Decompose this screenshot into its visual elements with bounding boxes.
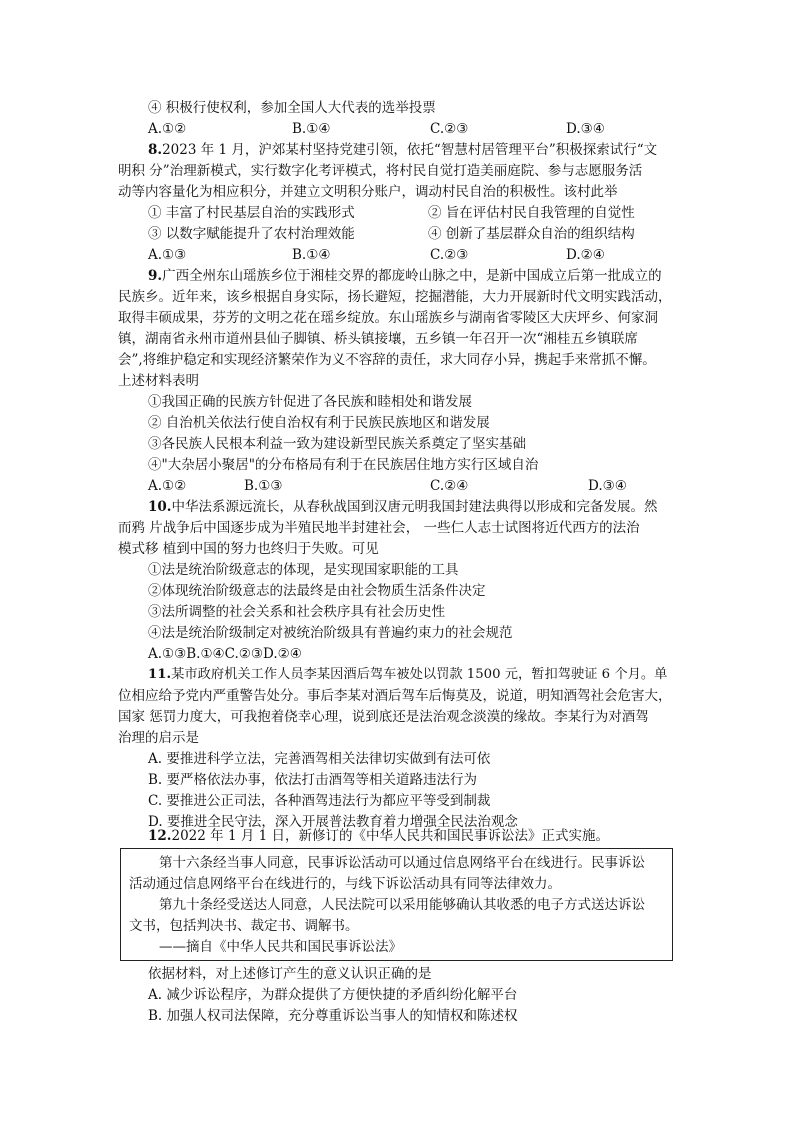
q10-stem-line-1: 10.中华法系源远流长，从春秋战国到汉唐元明我国封建法典得以形成和完备发展。然 bbox=[148, 499, 658, 515]
q9-stem-line-6: 上述材料表明 bbox=[118, 373, 199, 389]
q12-quote-line-2: 活动通过信息网络平台在线进行的，与线下诉讼活动具有同等法律效力。 bbox=[129, 876, 561, 892]
q12-quote-line-1: 第十六条经当事人同意，民事诉讼活动可以通过信息网络平台在线进行。民事诉讼 bbox=[159, 855, 645, 871]
q7-option-c: C.②③ bbox=[430, 121, 469, 137]
q8-option-d: D.②④ bbox=[566, 247, 605, 263]
q8-option-b: B.①④ bbox=[292, 247, 331, 263]
q10-item-3: ③法所调整的社会关系和社会秩序具有社会历史性 bbox=[148, 604, 445, 620]
q11-option-c: C. 要推进公正司法，各种酒驾违法行为都应平等受到制裁 bbox=[148, 793, 491, 809]
q10-stem-line-2: 而鸦 片战争后中国逐步成为半殖民地半封建社会， 一些仁人志士试图将近代西方的法治 bbox=[118, 520, 640, 536]
q12-stem-line-1: 12.2022 年 1 月 1 日，新修订的《中华人民共和国民事诉讼法》正式实施。 bbox=[148, 828, 609, 844]
q10-item-4: ④法是统治阶级制定对被统治阶级具有普遍约束力的社会规范 bbox=[148, 625, 513, 641]
q12-quote-source: ——摘自《中华人民共和国民事诉讼法》 bbox=[159, 939, 402, 955]
q9-item-3: ③各民族人民根本利益一致为建设新型民族关系奠定了坚实基础 bbox=[148, 436, 526, 452]
q12-quote-box bbox=[120, 848, 673, 961]
q8-number: 8. bbox=[148, 142, 163, 158]
q10-options: A.①③B.①④C.②③D.②④ bbox=[148, 646, 302, 662]
q12-quote-line-3: 第九十条经受送达人同意，人民法院可以采用能够确认其收悉的电子方式送达诉讼 bbox=[159, 897, 645, 913]
q11-number: 11. bbox=[148, 667, 172, 682]
q12-number: 12. bbox=[148, 828, 172, 844]
q9-option-a: A.①② bbox=[148, 478, 187, 494]
q9-option-b: B.①③ bbox=[244, 478, 283, 494]
q9-item-1: ①我国正确的民族方针促进了各民族和睦相处和谐发展 bbox=[148, 394, 472, 410]
q8-option-c: C.②③ bbox=[430, 247, 469, 263]
q8-item-4: ④ 创新了基层群众自治的组织结构 bbox=[428, 226, 635, 242]
q12-ask: 依据材料，对上述修订产生的意义认识正确的是 bbox=[148, 966, 432, 982]
q12-option-a: A. 减少诉讼程序，为群众提供了方便快捷的矛盾纠纷化解平台 bbox=[148, 987, 518, 1003]
q8-stem-line-1: 8.2023 年 1 月，沪郊某村坚持党建引领，依托“智慧村居管理平台”积极探索试行“文 bbox=[148, 142, 658, 158]
q7-option-b: B.①④ bbox=[292, 121, 331, 137]
q7-option-d: D.③④ bbox=[566, 121, 605, 137]
q7-item-4: ④ 积极行使权利，参加全国人大代表的选举投票 bbox=[148, 100, 436, 116]
q8-item-3: ③ 以数字赋能提升了农村治理效能 bbox=[148, 226, 355, 242]
q11-stem-line-3: 国家 惩罚力度大，可我抱着侥幸心理，说到底还是法治观念淡漠的缘故。李某行为对酒驾 bbox=[118, 709, 649, 725]
q11-option-d: D. 要推进全民守法，深入开展普法教育着力增强全民法治观念 bbox=[148, 814, 518, 830]
q12-option-b: B. 加强人权司法保障，充分尊重诉讼当事人的知情权和陈述权 bbox=[148, 1008, 518, 1024]
q7-option-a: A.①② bbox=[148, 121, 187, 137]
q9-option-d: D.③④ bbox=[588, 478, 627, 494]
q9-option-c: C.②④ bbox=[430, 478, 469, 494]
q10-stem-line-3: 模式移 植到中国的努力也终归于失败。可见 bbox=[118, 541, 379, 557]
q11-option-a: A. 要推进科学立法，完善酒驾相关法律切实做到有法可依 bbox=[148, 751, 491, 767]
q8-item-2: ② 旨在评估村民自我管理的自觉性 bbox=[428, 205, 635, 221]
q9-stem-line-1: 9.广西全州东山瑶族乡位于湘桂交界的都庞岭山脉之中，是新中国成立后第一批成立的 bbox=[148, 268, 662, 284]
q10-item-1: ①法是统治阶级意志的体现，是实现国家职能的工具 bbox=[148, 562, 459, 578]
q9-item-2: ② 自治机关依法行使自治权有利于民族民族地区和谐发展 bbox=[148, 415, 490, 431]
q9-stem-line-5: 会”,将维护稳定和实现经济繁荣作为义不容辞的责任，求大同存小异，携起手来常抓不懈。 bbox=[118, 352, 656, 368]
q10-number: 10. bbox=[148, 499, 172, 515]
q11-stem-line-4: 治理的启示是 bbox=[118, 730, 199, 746]
q9-stem-line-3: 取得丰硕成果，芬芳的文明之花在瑶乡绽放。东山瑶族乡与湖南省零陵区大庆坪乡、何家洞 bbox=[118, 310, 658, 326]
q10-item-2: ②体现统治阶级意志的法最终是由社会物质生活条件决定 bbox=[148, 583, 486, 599]
q8-stem-line-2: 明积 分”治理新模式，实行数字化考评模式，将村民自觉打造美丽庭院、参与志愿服务活 bbox=[118, 163, 643, 179]
q9-number: 9. bbox=[148, 268, 163, 284]
q12-quote-line-4: 文书，包括判决书、裁定书、调解书。 bbox=[129, 918, 359, 934]
q11-stem-line-2: 位相应给予党内严重警告处分。事后李某对酒后驾车后悔莫及，说道，明知酒驾社会危害大， bbox=[118, 688, 672, 704]
q8-stem-line-3: 动等内容量化为相应积分，并建立文明积分账户，调动村民自治的积极性。该村此举 bbox=[118, 184, 618, 200]
q8-item-1: ① 丰富了村民基层自治的实践形式 bbox=[148, 205, 355, 221]
q9-stem-line-2: 民族乡。近年来，该乡根据自身实际，扬长避短，挖掘潜能，大力开展新时代文明实践活动， bbox=[118, 289, 672, 305]
q9-stem-line-4: 镇，湖南省永州市道州县仙子脚镇、桥头镇接壤，五乡镇一年召开一次“湘桂五乡镇联席 bbox=[118, 331, 638, 347]
q11-stem-line-1: 11.某市政府机关工作人员李某因酒后驾车被处以罚款 1500 元，暂扣驾驶证 6 个月。单 bbox=[148, 667, 668, 682]
q9-item-4: ④"大杂居小聚居"的分布格局有利于在民族居住地方实行区域自治 bbox=[148, 457, 539, 473]
q8-option-a: A.①③ bbox=[148, 247, 187, 263]
q11-option-b: B. 要严格依法办事，依法打击酒驾等相关道路违法行为 bbox=[148, 772, 478, 788]
